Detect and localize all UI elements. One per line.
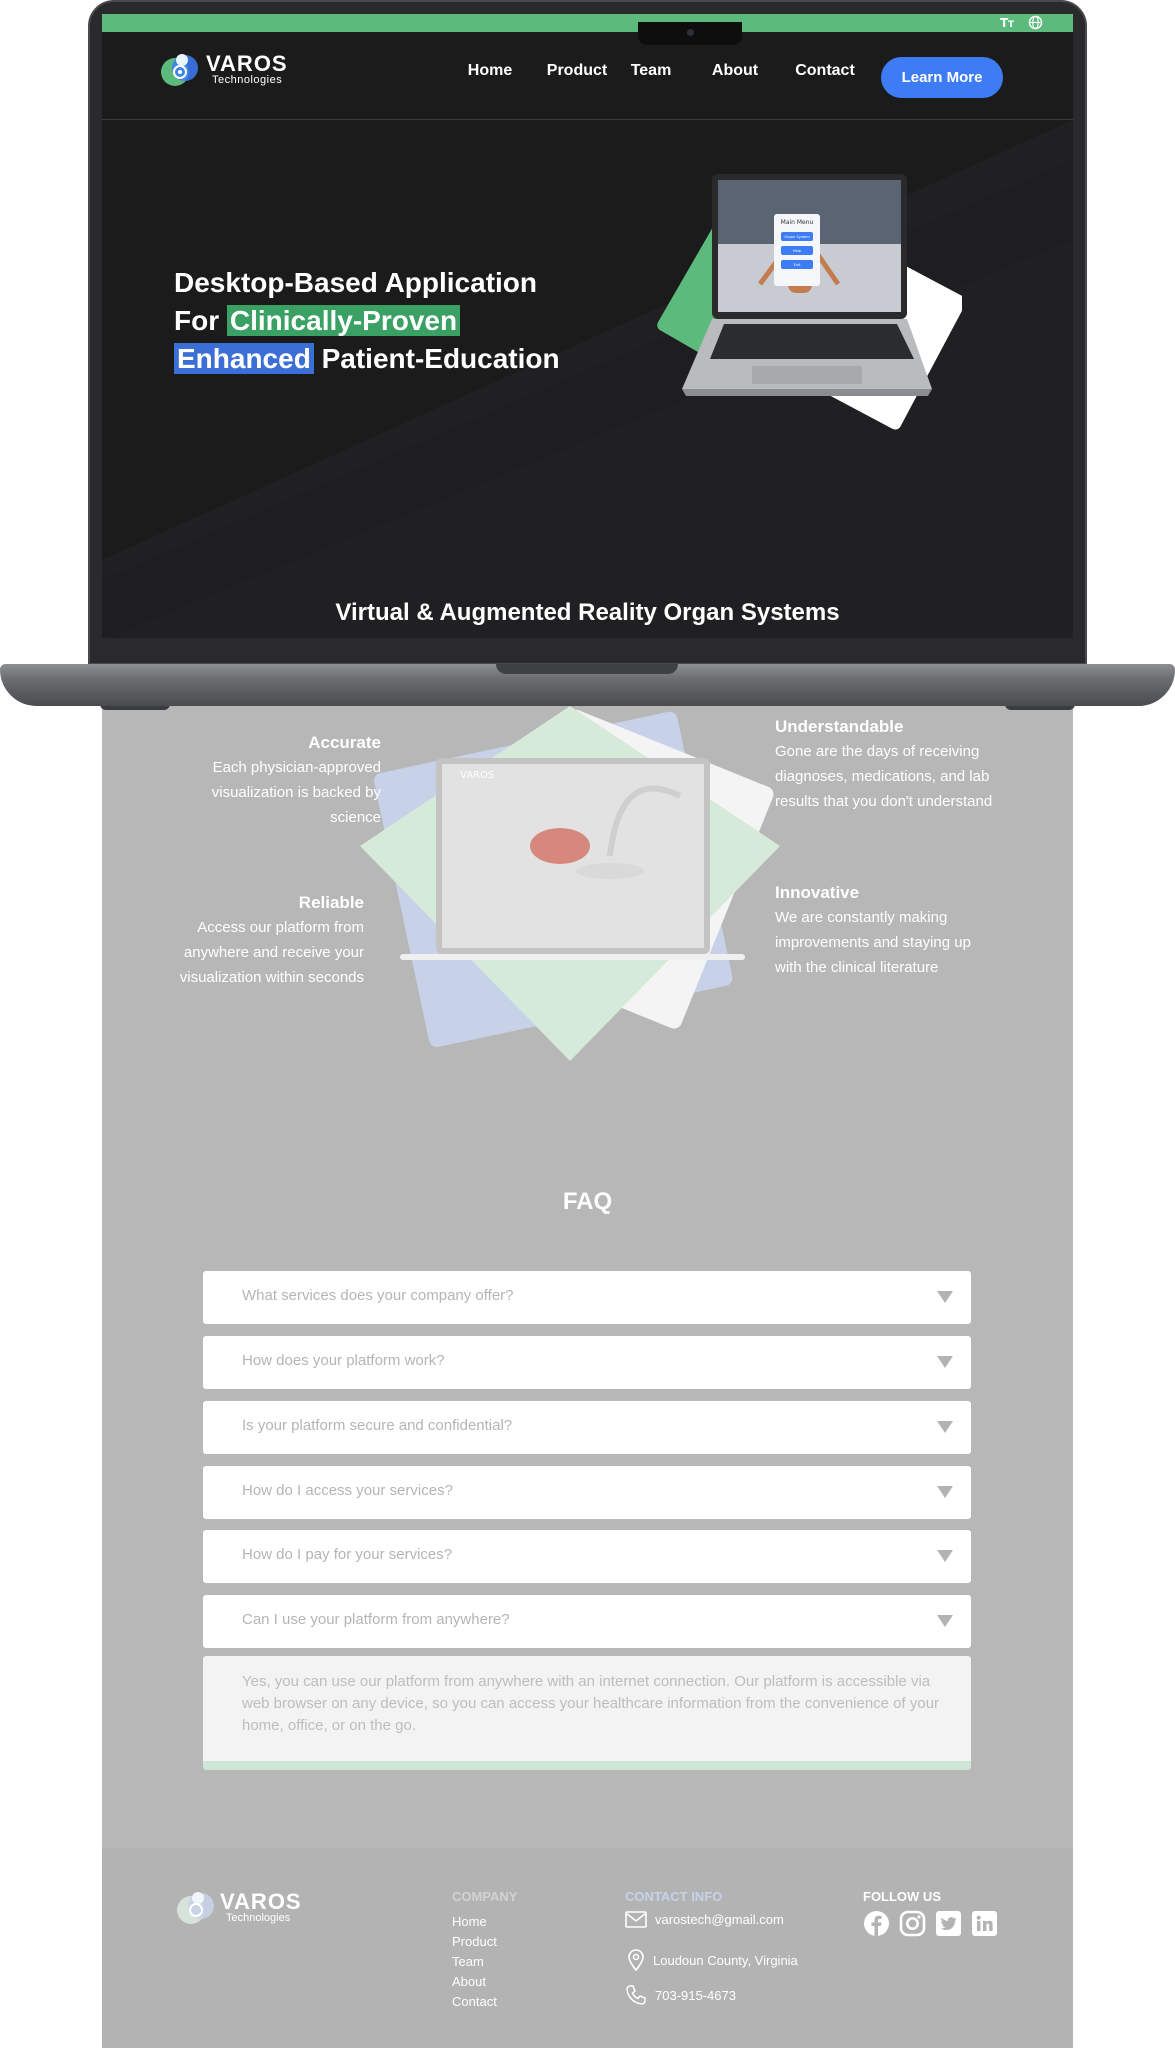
footer-brand-name: VAROS bbox=[220, 1889, 302, 1914]
footer-email-text: varostech@gmail.com bbox=[655, 1912, 784, 1927]
faq-answer bbox=[203, 1656, 971, 1770]
varos-logo-icon bbox=[176, 1888, 216, 1928]
nav-link-about[interactable]: About bbox=[711, 62, 759, 79]
feature-understandable bbox=[775, 714, 1055, 814]
hero-subtitle: Virtual & Augmented Reality Organ Systems bbox=[335, 599, 840, 626]
faq-item[interactable] bbox=[203, 1530, 971, 1583]
feature-innovative-line-3: with the clinical literature bbox=[775, 959, 939, 976]
app-menu-title: Main Menu bbox=[780, 219, 814, 226]
feature-understandable-line-2: diagnoses, medications, and lab bbox=[775, 768, 990, 785]
app-menu-item-organ-system: Organ System bbox=[784, 235, 810, 239]
footer-company-links bbox=[452, 1912, 497, 2012]
feature-innovative-line-2: improvements and staying up bbox=[775, 934, 971, 951]
chevron-down-icon[interactable] bbox=[937, 1486, 953, 1498]
camera-dot bbox=[687, 29, 694, 36]
location-pin-icon bbox=[627, 1949, 645, 1971]
chevron-down-icon[interactable] bbox=[937, 1421, 953, 1433]
svg-text:T: T bbox=[1000, 16, 1009, 29]
app-menu-item-help: Help bbox=[792, 249, 802, 253]
instagram-icon[interactable] bbox=[899, 1910, 926, 1937]
faq-item[interactable] bbox=[203, 1466, 971, 1519]
faq-answer-text: Yes, you can use our platform from anywhere with an internet connection. Our platform is accessible via web browser on any device, so you can access your healthcare information from the convenience of your home, office, or on the go. bbox=[242, 1673, 940, 1734]
hero-laptop-illustration bbox=[632, 174, 962, 474]
globe-icon[interactable] bbox=[1028, 15, 1043, 30]
footer-location bbox=[627, 1949, 798, 1971]
footer bbox=[102, 1848, 1073, 2048]
chevron-down-icon[interactable] bbox=[937, 1550, 953, 1562]
varos-logo-icon bbox=[160, 50, 200, 90]
feature-reliable-line-2: anywhere and receive your bbox=[183, 944, 364, 961]
hero-title bbox=[174, 264, 560, 378]
footer-contact-title: CONTACT INFO bbox=[625, 1889, 723, 1904]
nav-link-home[interactable]: Home bbox=[467, 62, 513, 79]
footer-phone-text: 703-915-4673 bbox=[655, 1987, 736, 2003]
feature-innovative bbox=[775, 880, 1035, 980]
chevron-down-icon[interactable] bbox=[937, 1291, 953, 1303]
brand-logo[interactable] bbox=[160, 50, 288, 90]
chevron-down-icon[interactable] bbox=[937, 1356, 953, 1368]
hero-line-3 bbox=[174, 340, 560, 378]
feature-accurate-line-3: science bbox=[330, 809, 381, 826]
footer-brand-sub: Technologies bbox=[226, 1912, 291, 1924]
illustration-logo-text: VAROS bbox=[460, 770, 495, 781]
faq-question: Can I use your platform from anywhere? bbox=[242, 1611, 510, 1628]
laptop-base-notch bbox=[496, 664, 678, 674]
feature-accurate bbox=[150, 730, 381, 830]
phone-icon bbox=[625, 1984, 647, 2006]
footer-location-text: Loudoun County, Virginia bbox=[653, 1952, 798, 1968]
brand-name: VAROS bbox=[206, 51, 288, 76]
faq-item[interactable] bbox=[203, 1401, 971, 1454]
hero-highlight-clinically: Clinically-Proven bbox=[227, 305, 460, 336]
linkedin-icon[interactable] bbox=[971, 1910, 998, 1937]
feature-understandable-line-1: Gone are the days of receiving bbox=[775, 743, 980, 760]
feature-innovative-title: Innovative bbox=[775, 883, 860, 902]
footer-link-product[interactable]: Product bbox=[452, 1934, 497, 1949]
faq-question: How does your platform work? bbox=[242, 1352, 445, 1369]
faq-item[interactable] bbox=[203, 1336, 971, 1389]
footer-company-title: COMPANY bbox=[452, 1889, 518, 1904]
hero-line-2-prefix: For bbox=[174, 305, 227, 336]
text-size-icon[interactable] bbox=[1000, 15, 1016, 30]
faq-item[interactable] bbox=[203, 1271, 971, 1324]
footer-logo[interactable] bbox=[176, 1888, 302, 1928]
nav-link-product[interactable]: Product bbox=[546, 62, 608, 79]
learn-more-button[interactable]: Learn More bbox=[881, 57, 1003, 98]
features-illustration bbox=[360, 706, 790, 1066]
twitter-icon[interactable] bbox=[935, 1910, 962, 1937]
feature-reliable bbox=[130, 890, 364, 990]
feature-reliable-line-1: Access our platform from bbox=[197, 919, 364, 936]
chevron-down-icon[interactable] bbox=[937, 1615, 953, 1627]
faq-question: Is your platform secure and confidential? bbox=[242, 1417, 513, 1434]
feature-accurate-title: Accurate bbox=[308, 733, 381, 752]
footer-phone[interactable] bbox=[625, 1984, 736, 2006]
footer-follow-title: FOLLOW US bbox=[863, 1889, 941, 1904]
feature-reliable-title: Reliable bbox=[298, 893, 364, 912]
faq-question: How do I access your services? bbox=[242, 1482, 453, 1499]
hero-line-2 bbox=[174, 302, 560, 340]
feature-innovative-line-1: We are constantly making bbox=[775, 909, 948, 926]
app-menu-item-exit: Exit bbox=[793, 263, 801, 267]
footer-link-contact[interactable]: Contact bbox=[452, 1994, 497, 2009]
brand-sub: Technologies bbox=[212, 74, 283, 86]
footer-email[interactable] bbox=[625, 1911, 784, 1928]
footer-link-about[interactable]: About bbox=[452, 1974, 486, 1989]
faq-question: What services does your company offer? bbox=[242, 1287, 514, 1304]
nav-link-team[interactable]: Team bbox=[630, 62, 672, 79]
faq-item-open[interactable] bbox=[203, 1595, 971, 1648]
footer-link-team[interactable]: Team bbox=[452, 1954, 484, 1969]
footer-social-links bbox=[863, 1910, 998, 1937]
feature-reliable-line-3: visualization within seconds bbox=[179, 969, 364, 986]
faq-title: FAQ bbox=[562, 1188, 613, 1215]
feature-understandable-title: Understandable bbox=[775, 717, 904, 736]
top-accent-bar bbox=[102, 14, 1073, 32]
svg-text:T: T bbox=[1008, 20, 1015, 29]
camera-notch bbox=[638, 22, 742, 45]
hero-line-3-suffix: Patient-Education bbox=[313, 343, 560, 374]
footer-link-home[interactable]: Home bbox=[452, 1914, 487, 1929]
hero-highlight-enhanced: Enhanced bbox=[174, 343, 314, 374]
mail-icon bbox=[625, 1911, 647, 1928]
feature-understandable-line-3: results that you don't understand bbox=[775, 793, 993, 810]
top-tools bbox=[1000, 15, 1043, 30]
facebook-icon[interactable] bbox=[863, 1910, 890, 1937]
laptop-screen bbox=[102, 14, 1073, 638]
nav-links bbox=[450, 62, 858, 80]
faq-question: How do I pay for your services? bbox=[242, 1546, 453, 1563]
feature-accurate-line-2: visualization is backed by bbox=[211, 784, 381, 801]
nav-link-contact[interactable]: Contact bbox=[795, 62, 855, 79]
hero-line-1: Desktop-Based Application bbox=[174, 267, 538, 298]
feature-accurate-line-1: Each physician-approved bbox=[212, 759, 381, 776]
